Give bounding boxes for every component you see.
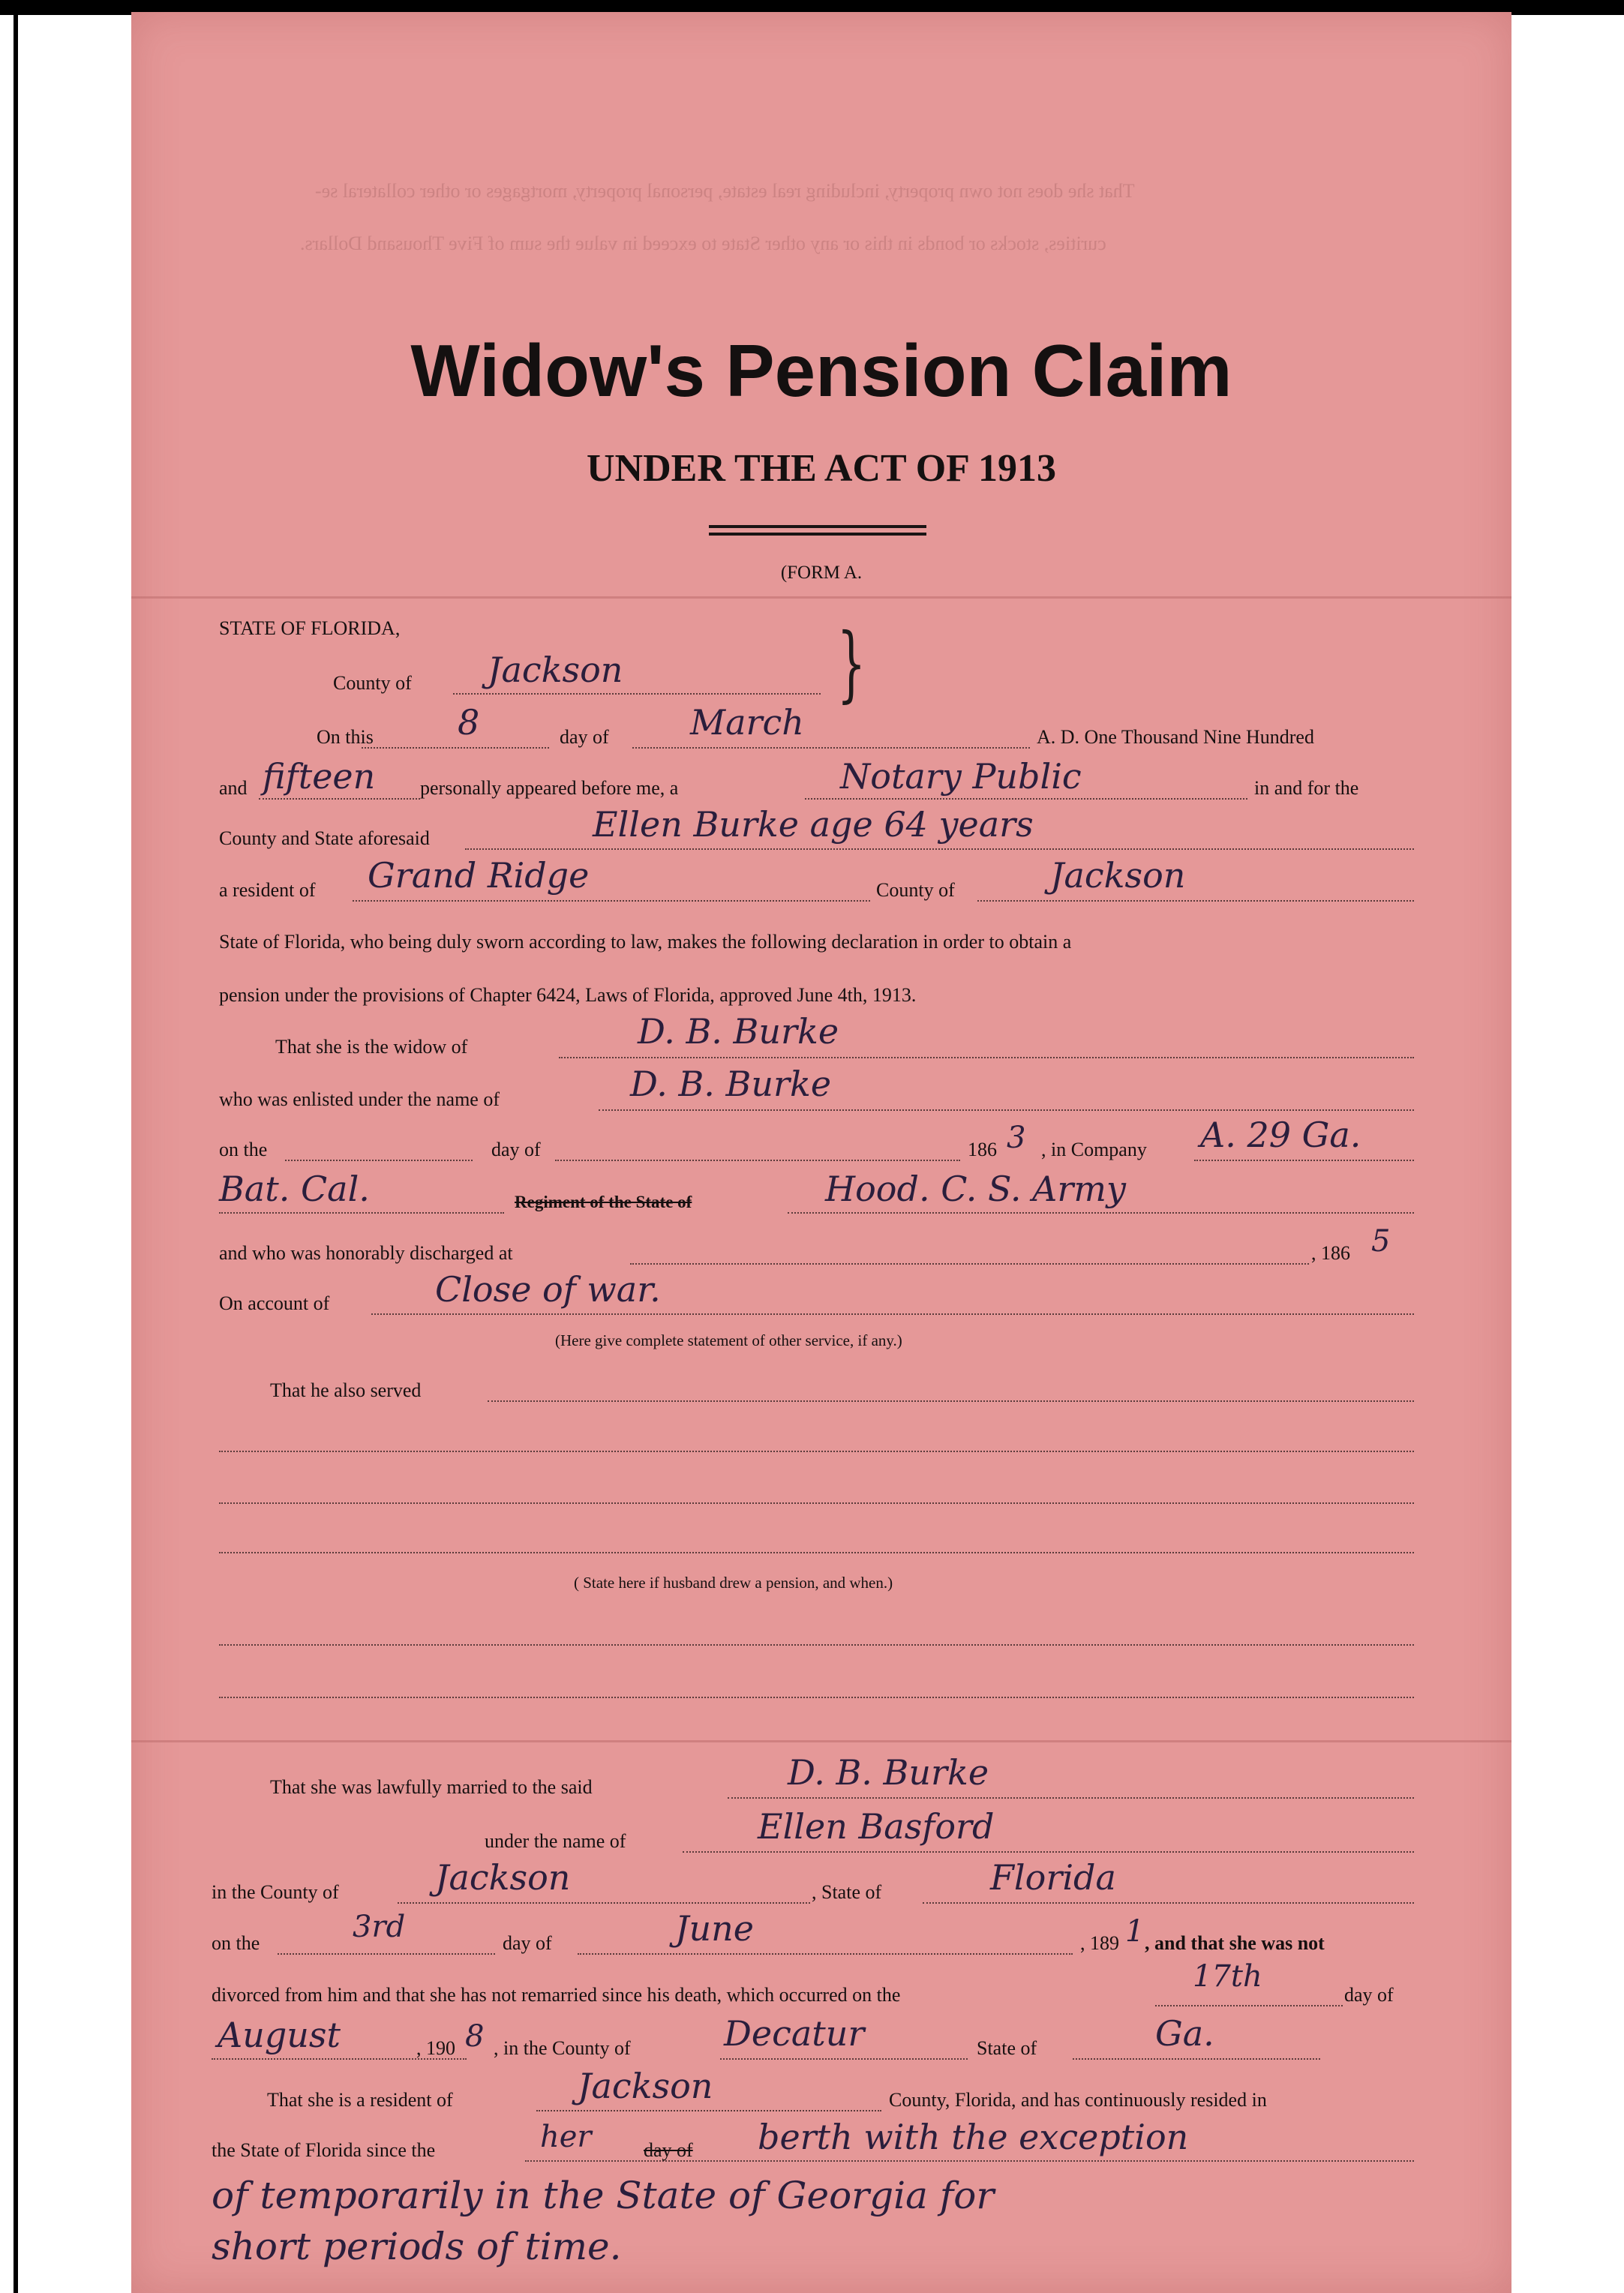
death-county-value: Decatur bbox=[724, 2013, 865, 2054]
in-and-for-label: in and for the bbox=[1254, 777, 1359, 799]
also-served-field[interactable] bbox=[488, 1400, 1414, 1402]
marriage-on-label: on the bbox=[212, 1932, 260, 1954]
also-served-label: That he also served bbox=[270, 1379, 422, 1401]
enlisted-field[interactable] bbox=[599, 1109, 1414, 1111]
maiden-name-field[interactable] bbox=[683, 1851, 1414, 1853]
widow-of-label: That she is the widow of bbox=[275, 1036, 468, 1058]
marriage-county-value: Jackson bbox=[435, 1857, 571, 1898]
death-day-of-label: day of bbox=[1344, 1984, 1394, 2006]
death-day-value: 17th bbox=[1193, 1959, 1262, 1994]
year-field[interactable] bbox=[259, 798, 420, 800]
paper-fold bbox=[131, 596, 1511, 599]
declaration-line-2: pension under the provisions of Chapter 6424, Laws of Florida, approved June 4th, 1913. bbox=[219, 984, 917, 1006]
res-county-value: Jackson bbox=[1050, 855, 1186, 896]
enlist-month-field[interactable] bbox=[555, 1160, 960, 1161]
appeared-label: personally appeared before me, a bbox=[420, 777, 679, 799]
divorced-text: divorced from him and that she has not remarried since his death, which occurred on the bbox=[212, 1984, 901, 2006]
company-value: A. 29 Ga. bbox=[1200, 1115, 1361, 1155]
claimant-field[interactable] bbox=[465, 848, 1414, 850]
day-of-label: day of bbox=[560, 726, 609, 748]
husband-value: D. B. Burke bbox=[638, 1011, 839, 1052]
residence-value: Grand Ridge bbox=[368, 855, 590, 896]
death-day-field[interactable] bbox=[1155, 2005, 1343, 2006]
county-value: Jackson bbox=[488, 650, 623, 690]
enlist-year-value: 3 bbox=[1007, 1121, 1026, 1155]
resident-label: a resident of bbox=[219, 879, 316, 901]
claimant-value: Ellen Burke age 64 years bbox=[593, 804, 1034, 845]
bracket: } bbox=[836, 615, 866, 711]
unit-field[interactable] bbox=[219, 1212, 504, 1214]
on-the-label: on the bbox=[219, 1139, 268, 1160]
discharge-place-field[interactable] bbox=[630, 1263, 1309, 1265]
bleed-through-text: That she does not own property, including real estate, personal property, mortgages or other collateral se- bbox=[315, 180, 1135, 202]
scan-left-border bbox=[14, 0, 18, 2293]
service-line[interactable] bbox=[219, 1451, 1414, 1452]
marriage-month-value: June bbox=[675, 1908, 754, 1949]
reason-field[interactable] bbox=[371, 1313, 1414, 1315]
since-text-value: berth with the exception bbox=[758, 2117, 1189, 2157]
month-value: March bbox=[690, 702, 804, 743]
under-name-label: under the name of bbox=[485, 1830, 626, 1852]
day-value: 8 bbox=[458, 702, 480, 743]
declaration-line-1: State of Florida, who being duly sworn according to law, makes the following declaration in order to obtain a bbox=[219, 931, 1072, 953]
resident2-label: That she is a resident of bbox=[267, 2089, 453, 2111]
not-divorced-label: , and that she was not bbox=[1145, 1932, 1325, 1954]
form-title: Widow's Pension Claim bbox=[410, 329, 1232, 412]
marriage-day-of-label: day of bbox=[503, 1932, 552, 1954]
year-190-label: , 190 bbox=[416, 2037, 455, 2059]
discharge-year-value: 5 bbox=[1371, 1224, 1391, 1259]
death-state-field[interactable] bbox=[1073, 2058, 1320, 2060]
regiment-label: Regiment of the State of bbox=[515, 1193, 692, 1211]
residence-field[interactable] bbox=[353, 900, 870, 902]
ad-text: A. D. One Thousand Nine Hundred bbox=[1037, 726, 1314, 748]
county-field[interactable] bbox=[453, 693, 821, 695]
on-account-label: On account of bbox=[219, 1292, 330, 1314]
state-heading: STATE OF FLORIDA, bbox=[219, 617, 401, 639]
on-this-label: On this bbox=[317, 726, 374, 748]
marriage-state-field[interactable] bbox=[923, 1902, 1414, 1904]
year-189-label: , 189 bbox=[1080, 1932, 1119, 1954]
unit-value: Bat. Cal. bbox=[219, 1169, 370, 1209]
continuation-line-1: of temporarily in the State of Georgia for bbox=[212, 2174, 995, 2217]
enlist-day-of-label: day of bbox=[491, 1139, 541, 1160]
year-186b-label: , 186 bbox=[1311, 1242, 1350, 1264]
service-line[interactable] bbox=[219, 1502, 1414, 1504]
marriage-county-field[interactable] bbox=[398, 1902, 810, 1904]
marriage-day-value: 3rd bbox=[353, 1910, 406, 1944]
bleed-through-text: curities, stocks or bonds in this or any other State to exceed in value the sum of Five Thousand Dollars. bbox=[300, 233, 1106, 254]
death-state-value: Ga. bbox=[1155, 2013, 1214, 2054]
regiment-value: Hood. C. S. Army bbox=[825, 1169, 1126, 1209]
marriage-month-field[interactable] bbox=[578, 1953, 1073, 1955]
day-of-struck: day of bbox=[644, 2139, 693, 2161]
official-value: Notary Public bbox=[840, 756, 1082, 797]
enlisted-value: D. B. Burke bbox=[630, 1064, 832, 1104]
paper-fold bbox=[131, 1740, 1511, 1742]
death-county-label: , in the County of bbox=[494, 2037, 631, 2059]
pension-line[interactable] bbox=[219, 1644, 1414, 1646]
maiden-name-value: Ellen Basford bbox=[758, 1806, 995, 1847]
year-value: fifteen bbox=[263, 756, 376, 797]
res-county-field[interactable] bbox=[977, 900, 1414, 902]
resident-county-field[interactable] bbox=[536, 2110, 881, 2111]
company-field[interactable] bbox=[1194, 1160, 1414, 1161]
married-to-field[interactable] bbox=[728, 1797, 1414, 1799]
continuation-line-2: short periods of time. bbox=[212, 2225, 622, 2268]
form-label: (FORM A. bbox=[780, 563, 863, 583]
form-subtitle: UNDER THE ACT OF 1913 bbox=[586, 447, 1057, 490]
service-line[interactable] bbox=[219, 1552, 1414, 1553]
since-value: her bbox=[540, 2120, 592, 2154]
death-month-value: August bbox=[218, 2015, 341, 2055]
death-year-value: 8 bbox=[465, 2019, 485, 2054]
enlist-day-field[interactable] bbox=[285, 1160, 473, 1161]
month-field[interactable] bbox=[632, 747, 1030, 749]
title-rule bbox=[709, 525, 926, 528]
reason-value: Close of war. bbox=[435, 1269, 661, 1310]
marriage-state-value: Florida bbox=[990, 1857, 1116, 1898]
death-state-label: State of bbox=[977, 2037, 1037, 2059]
day-field[interactable] bbox=[362, 747, 549, 749]
res-county-label: County of bbox=[876, 879, 955, 901]
married-label: That she was lawfully married to the said bbox=[270, 1776, 593, 1798]
and-label: and bbox=[219, 777, 248, 799]
marriage-state-label: , State of bbox=[812, 1881, 882, 1903]
pension-line[interactable] bbox=[219, 1697, 1414, 1698]
company-label: , in Company bbox=[1041, 1139, 1147, 1160]
resident-county-value: Jackson bbox=[578, 2066, 713, 2106]
marriage-county-label: in the County of bbox=[212, 1881, 339, 1903]
year-186-label: 186 bbox=[968, 1139, 997, 1160]
regiment-field[interactable] bbox=[788, 1212, 1414, 1214]
other-service-note: (Here give complete statement of other service, if any.) bbox=[555, 1331, 902, 1349]
pension-note: ( State here if husband drew a pension, and when.) bbox=[574, 1574, 893, 1592]
county-label: County of bbox=[333, 672, 412, 694]
married-to-value: D. B. Burke bbox=[788, 1752, 989, 1793]
title-rule bbox=[709, 533, 926, 536]
county-florida-label: County, Florida, and has continuously resided in bbox=[889, 2089, 1267, 2111]
discharged-label: and who was honorably discharged at bbox=[219, 1242, 513, 1264]
since-label: the State of Florida since the bbox=[212, 2139, 436, 2161]
marriage-year-value: 1 bbox=[1125, 1914, 1145, 1949]
official-field[interactable] bbox=[805, 798, 1247, 800]
husband-field[interactable] bbox=[559, 1057, 1414, 1058]
enlisted-label: who was enlisted under the name of bbox=[219, 1088, 500, 1110]
death-county-field[interactable] bbox=[720, 2058, 968, 2060]
marriage-day-field[interactable] bbox=[278, 1953, 495, 1955]
aforesaid-label: County and State aforesaid bbox=[219, 827, 430, 849]
